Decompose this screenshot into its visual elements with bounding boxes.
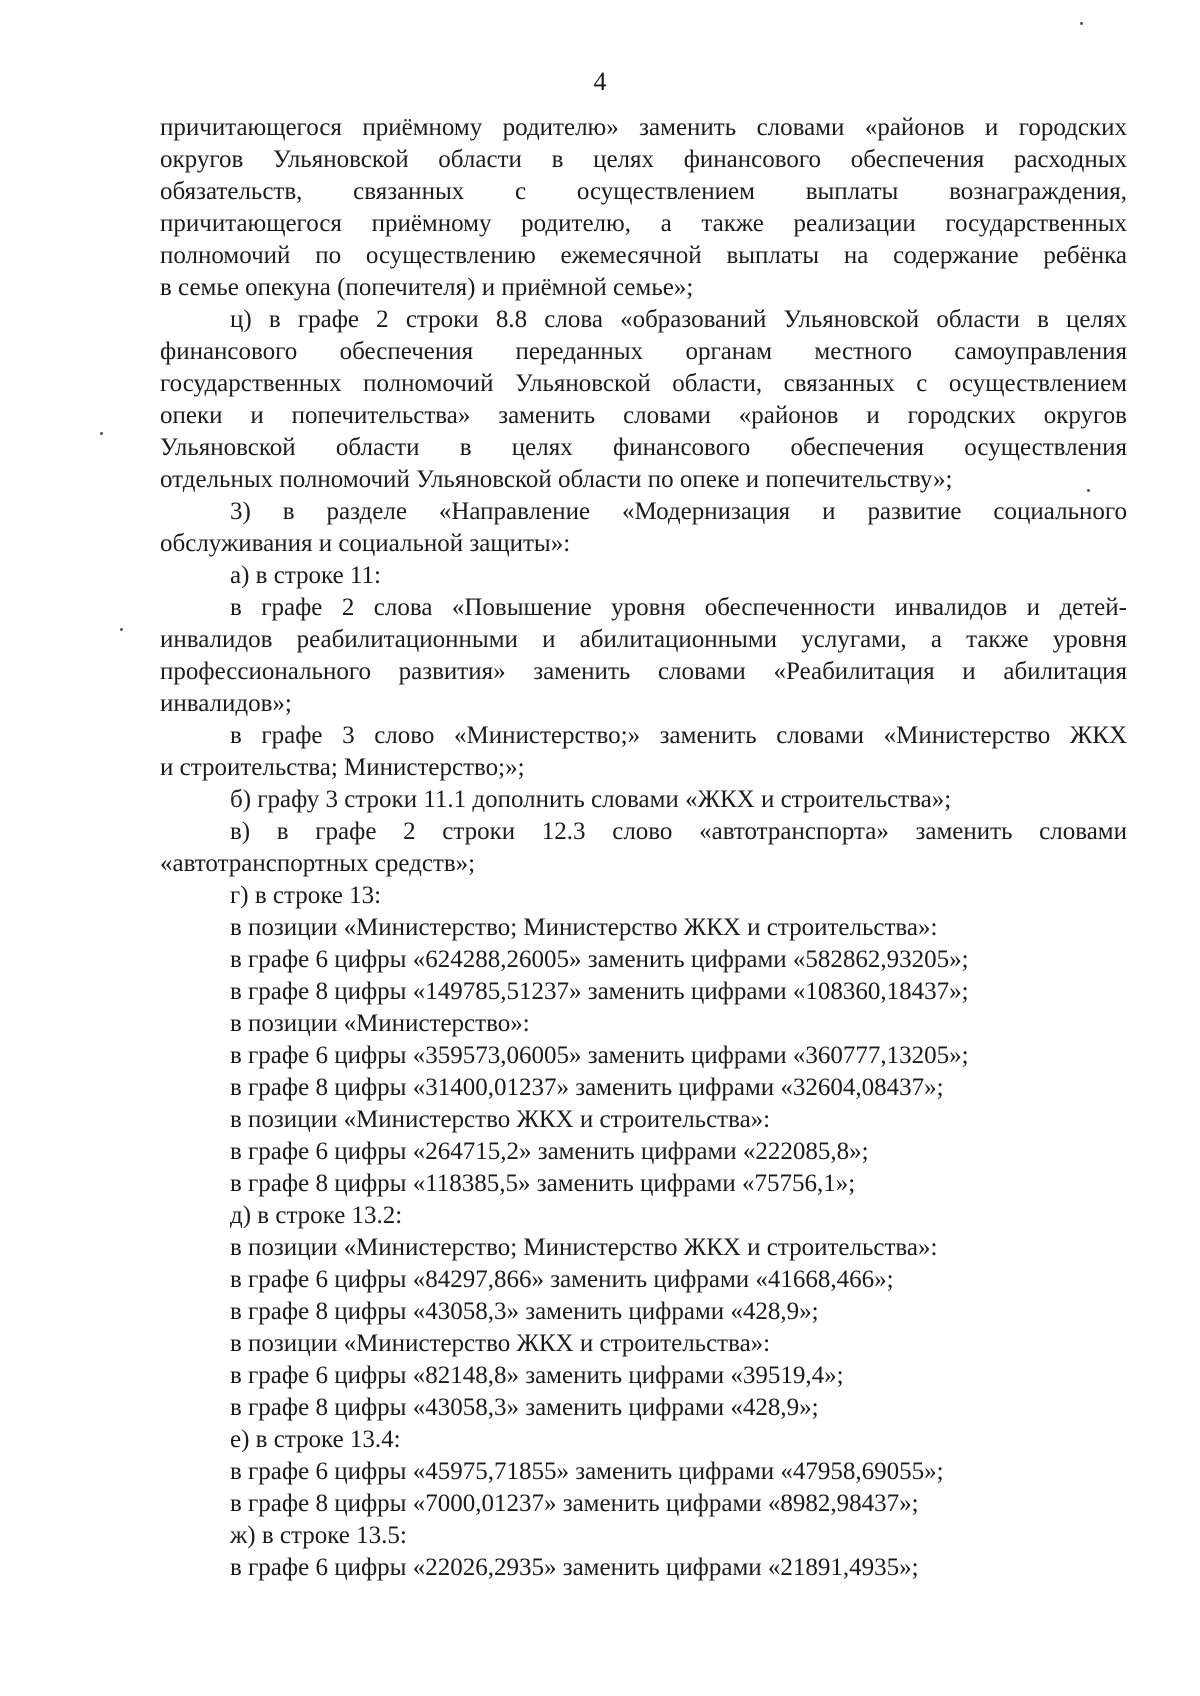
- text-line: финансового обеспечения переданных органам местного самоуправления: [160, 338, 1127, 365]
- text-line: в графе 6 цифры «82148,8» заменить цифрами «39519,4»;: [230, 1362, 844, 1389]
- text-line: ц) в графе 2 строки 8.8 слова «образований Ульяновской области в целях: [230, 306, 1127, 333]
- text-line: в семье опекуна (попечителя) и приёмной семье»;: [160, 274, 694, 301]
- scan-speck: [100, 432, 103, 435]
- text-line: в графе 8 цифры «43058,3» заменить цифрами «428,9»;: [230, 1394, 819, 1421]
- text-line: Ульяновской области в целях финансового обеспечения осуществления: [160, 434, 1127, 461]
- text-line: инвалидов»;: [160, 690, 292, 717]
- text-line: государственных полномочий Ульяновской области, связанных с осуществлением: [160, 370, 1127, 397]
- text-line: в графе 6 цифры «264715,2» заменить цифрами «222085,8»;: [230, 1138, 869, 1165]
- text-line: «автотранспортных средств»;: [160, 850, 476, 877]
- text-line: в позиции «Министерство ЖКХ и строительства»:: [230, 1106, 771, 1133]
- text-line: в графе 8 цифры «118385,5» заменить цифрами «75756,1»;: [230, 1170, 856, 1197]
- text-line: в графе 6 цифры «45975,71855» заменить цифрами «47958,69055»;: [230, 1458, 944, 1485]
- text-line: инвалидов реабилитационными и абилитационными услугами, а также уровня: [160, 626, 1127, 653]
- text-line: в графе 8 цифры «43058,3» заменить цифрами «428,9»;: [230, 1298, 819, 1325]
- text-line: г) в строке 13:: [230, 882, 382, 909]
- text-line: в графе 6 цифры «84297,866» заменить цифрами «41668,466»;: [230, 1266, 894, 1293]
- text-line: в графе 8 цифры «31400,01237» заменить цифрами «32604,08437»;: [230, 1074, 944, 1101]
- text-line: в графе 6 цифры «624288,26005» заменить цифрами «582862,93205»;: [230, 946, 969, 973]
- text-line: в графе 6 цифры «22026,2935» заменить цифрами «21891,4935»;: [230, 1554, 919, 1581]
- scan-speck: [120, 628, 123, 631]
- text-line: округов Ульяновской области в целях финансового обеспечения расходных: [160, 146, 1127, 173]
- text-line: в позиции «Министерство; Министерство ЖКХ и строительства»:: [230, 914, 938, 941]
- text-line: д) в строке 13.2:: [230, 1202, 403, 1229]
- text-line: в графе 8 цифры «7000,01237» заменить цифрами «8982,98437»;: [230, 1490, 919, 1517]
- text-line: опеки и попечительства» заменить словами «районов и городских округов: [160, 402, 1127, 429]
- text-line: профессионального развития» заменить словами «Реабилитация и абилитация: [160, 658, 1127, 685]
- text-line: обслуживания и социальной защиты»:: [160, 530, 571, 557]
- text-line: в позиции «Министерство»:: [230, 1010, 530, 1037]
- text-line: и строительства; Министерство;»;: [160, 754, 525, 781]
- text-line: отдельных полномочий Ульяновской области по опеке и попечительству»;: [160, 466, 953, 493]
- text-line: б) графу 3 строки 11.1 дополнить словами «ЖКХ и строительства»;: [230, 786, 952, 813]
- text-line: е) в строке 13.4:: [230, 1426, 401, 1453]
- text-line: обязательств, связанных с осуществлением выплаты вознаграждения,: [160, 178, 1127, 205]
- text-line: причитающегося приёмному родителю, а также реализации государственных: [160, 210, 1127, 237]
- text-line: 3) в разделе «Направление «Модернизация и развитие социального: [230, 498, 1127, 525]
- scan-speck: [1080, 22, 1083, 25]
- text-line: в графе 2 слова «Повышение уровня обеспеченности инвалидов и детей-: [230, 594, 1127, 621]
- text-line: полномочий по осуществлению ежемесячной выплаты на содержание ребёнка: [160, 242, 1127, 269]
- text-line: в) в графе 2 строки 12.3 слово «автотранспорта» заменить словами: [230, 818, 1127, 845]
- text-line: в позиции «Министерство ЖКХ и строительства»:: [230, 1330, 771, 1357]
- text-line: причитающегося приёмному родителю» заменить словами «районов и городских: [160, 114, 1127, 141]
- page-number: 4: [593, 67, 607, 96]
- text-line: в позиции «Министерство; Министерство ЖКХ и строительства»:: [230, 1234, 938, 1261]
- text-line: ж) в строке 13.5:: [230, 1522, 407, 1549]
- document-body: [160, 112, 1127, 1584]
- text-line: в графе 3 слово «Министерство;» заменить словами «Министерство ЖКХ: [230, 722, 1127, 749]
- text-line: в графе 8 цифры «149785,51237» заменить цифрами «108360,18437»;: [230, 978, 969, 1005]
- text-line: в графе 6 цифры «359573,06005» заменить цифрами «360777,13205»;: [230, 1042, 969, 1069]
- text-line: а) в строке 11:: [230, 562, 381, 589]
